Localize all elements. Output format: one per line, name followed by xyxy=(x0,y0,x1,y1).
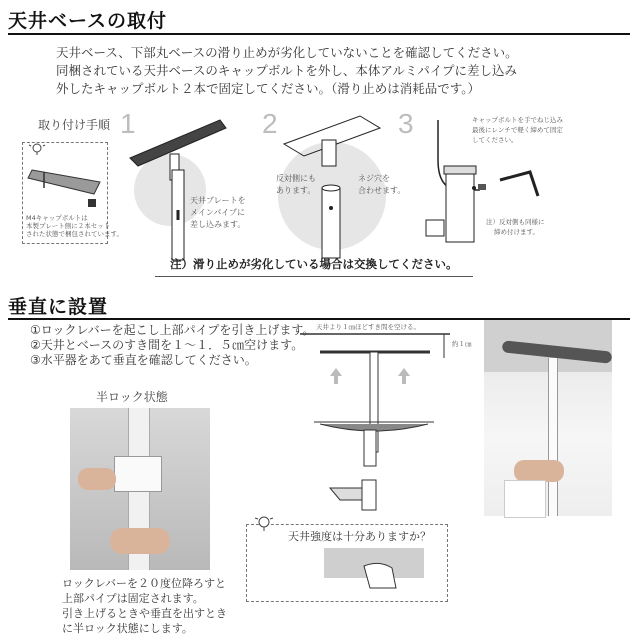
section-title-vertical-install: 垂直に設置 xyxy=(8,296,109,318)
install-step-1: ①ロックレバーを起こし上部パイプを引き上げます。 xyxy=(30,323,315,337)
section-divider xyxy=(8,33,630,35)
half-lock-photo xyxy=(70,408,210,570)
step1-caption-1: 天井プレートを xyxy=(190,196,246,205)
step3-caption-1: キャップボルトを手でねじ込み xyxy=(472,116,563,124)
step1-caption-3: 差し込みます。 xyxy=(190,220,246,229)
half-lock-label: 半ロック状態 xyxy=(96,390,168,404)
step3-caption-2: 最後にレンチで軽く締めて固定 xyxy=(472,126,563,134)
step1-caption-2: メインパイプに xyxy=(190,208,246,217)
warning-underline xyxy=(155,276,473,277)
intro-line-1: 天井ベース、下部丸ベースの滑り止めが劣化していないことを確認してください。 xyxy=(56,45,518,60)
section-title-ceiling-base: 天井ベースの取付 xyxy=(8,10,168,32)
half-lock-caption-2: 上部パイプは固定されます。 xyxy=(62,592,204,605)
step-number-1: 1 xyxy=(120,108,136,139)
install-step-2: ②天井とベースのすき間を１～１．５㎝空けます。 xyxy=(30,338,304,352)
step2-right-2: 合わせます。 xyxy=(358,186,406,195)
gap-label: 天井より１㎝ほどすき間を空ける。 xyxy=(316,323,420,331)
half-lock-caption-4: に半ロック状態にします。 xyxy=(62,622,193,635)
step-number-3: 3 xyxy=(398,108,414,139)
hand-pressing-ceiling-illustration xyxy=(324,548,424,596)
step2-right-1: ネジ穴を xyxy=(358,174,390,183)
step2-left-1: 反対側にも xyxy=(276,174,316,183)
lightbulb-icon xyxy=(252,512,276,536)
gap-diagram xyxy=(300,330,460,510)
installed-pole-photo xyxy=(484,320,612,516)
inset-note-3: された状態で梱包されています。 xyxy=(26,230,123,238)
step-number-2: 2 xyxy=(262,108,278,139)
tip-question: 天井強度は十分ありますか？ xyxy=(288,530,431,543)
half-lock-caption-3: 引き上げるときや垂直を出すとき xyxy=(62,607,227,620)
lightbulb-icon xyxy=(29,144,45,155)
half-lock-caption-1: ロックレバーを２０度位降ろすと xyxy=(62,577,227,590)
install-step-3: ③水平器をあて垂直を確認してください。 xyxy=(30,353,257,367)
intro-line-2: 同梱されている天井ベースのキャップボルトを外し、本体アルミパイプに差し込み xyxy=(56,63,518,78)
step3-note-1: 注）反対側も同様に xyxy=(486,218,545,226)
inset-note-2: 本製プレート側に２本セット xyxy=(26,222,111,230)
inset-note-1: M4キャップボルトは xyxy=(26,214,88,222)
step3-caption-3: してください。 xyxy=(472,136,518,144)
warning-text: 注）滑り止めが劣化している場合は交換してください。 xyxy=(170,257,458,271)
step1-illustration xyxy=(120,110,240,260)
procedure-label: 取り付け手順 xyxy=(38,118,111,132)
step3-note-2: 締め付けます。 xyxy=(494,228,539,236)
gap-size: 約１㎝ xyxy=(452,340,472,348)
intro-line-3: 外したキャップボルト２本で固定してください。（滑り止めは消耗品です。） xyxy=(56,81,481,96)
step2-left-2: あります。 xyxy=(276,186,316,195)
step2-illustration xyxy=(270,110,410,260)
